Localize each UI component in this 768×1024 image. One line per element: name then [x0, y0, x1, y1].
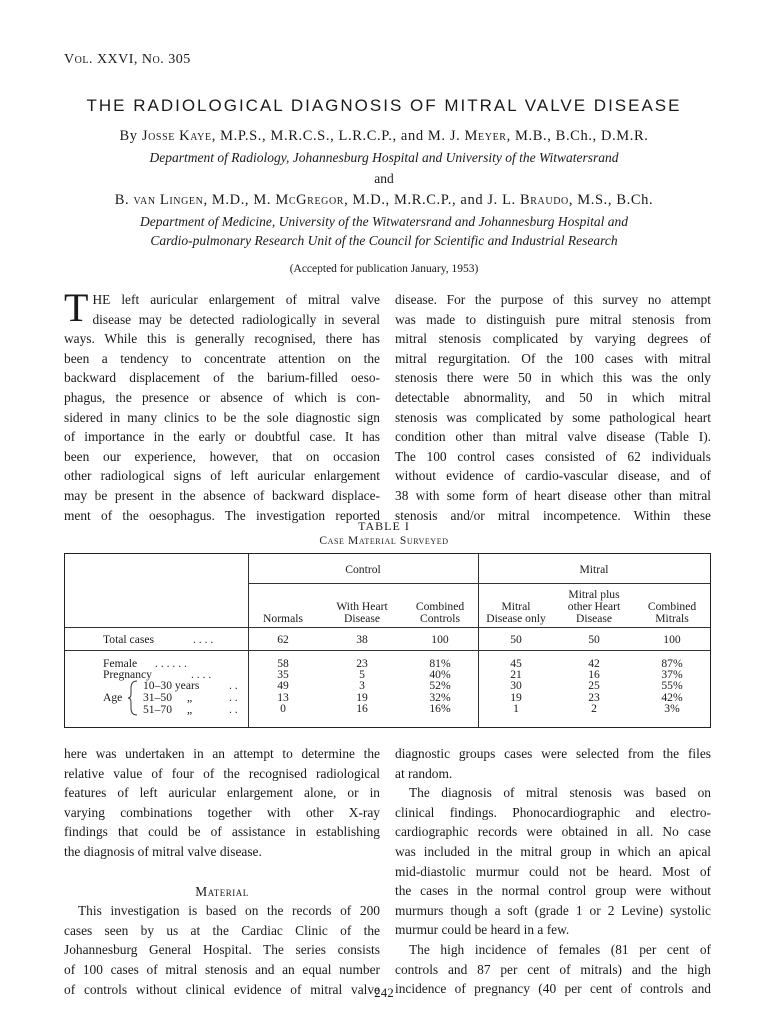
group-mitral: Mitral: [579, 563, 609, 576]
text-line: here was undertaken in an attempt to determine the: [64, 746, 380, 761]
total-cell: 50: [588, 633, 600, 646]
text-line: diagnostic groups cases were selected from the files: [395, 746, 711, 761]
author-line-1: [0, 128, 768, 145]
row-female-dots: . . . . . .: [155, 657, 187, 670]
text-line: murmurs though a soft (grade 1 or 2 Levine) systolic: [395, 902, 711, 918]
text-line: controls and 87 per cent of mitrals) and the high: [395, 961, 711, 977]
table-subtitle: Case Material Surveyed: [319, 535, 449, 547]
author-degrees-2: , M.B., B.Ch., D.M.R.: [506, 128, 649, 144]
author-meyer: Meyer: [464, 128, 507, 144]
total-cell: 50: [510, 633, 522, 646]
affiliation-radiology: Department of Radiology, Johannesburg Hospital and University of the Witwatersrand: [149, 150, 619, 165]
text-line: The high incidence of females (81 per cent of: [409, 941, 711, 957]
text-line: at random.: [395, 765, 453, 781]
body-right-top: [395, 290, 711, 525]
text-line: This investigation is based on the records of 200: [78, 903, 380, 919]
total-cell: 38: [356, 633, 368, 646]
text-line: features of left auricular enlargement alone, or in: [64, 785, 380, 801]
text-line: cardiographic records were obtained in all. No case: [395, 824, 711, 840]
text-line: stenosis was complicated by some pathological heart: [395, 409, 711, 425]
row-age-1030-dots: . .: [229, 679, 238, 692]
age-brace: [127, 680, 139, 716]
page-number: 242: [374, 985, 394, 1000]
author-and: and: [374, 171, 394, 186]
col-normals-header: Normals: [263, 612, 303, 625]
text-line: was made to distinguish pure mitral stenosis from: [395, 311, 711, 327]
text-line: of 100 cases of mitral stenosis and an equal number: [64, 961, 380, 977]
text-line: of controls without clinical evidence of mitral valve: [64, 981, 380, 997]
drop-cap: T: [64, 285, 89, 330]
text-line: stenosis there were 50 in which this was the only: [395, 370, 711, 386]
text-line: The 100 control cases consisted of 62 individuals: [395, 448, 711, 464]
text-line: been a tendency to concentrate attention on the: [64, 350, 380, 366]
data-column-mitral-only: 45 21 30 19 1: [510, 657, 522, 715]
author-line-2: [0, 192, 768, 209]
text-line: HE left auricular enlargement of mitral valve: [92, 292, 380, 307]
text-line: mitral regurgitation. Of the 100 cases with mitral: [395, 350, 711, 366]
col-heart-disease-header: With Heart Disease: [336, 600, 388, 625]
text-line: findings that could be of assistance in establishing: [64, 824, 380, 840]
journal-volume: Vol. XXVI, No. 305: [64, 52, 191, 67]
text-line: stenosis and/or mitral incompetence. Within these: [395, 507, 711, 523]
text-line: murmur could be heard in a few.: [395, 922, 570, 938]
col-combined-controls-header: Combined Controls: [415, 600, 465, 625]
text-line: Johannesburg General Hospital. The series consists: [64, 942, 380, 958]
text-line: ment of the oesophagus. The investigation reported: [64, 507, 380, 523]
text-line: without evidence of cardio-vascular disease, and of: [395, 468, 711, 484]
row-age-5170-dots: . .: [229, 703, 238, 716]
data-column-mitral-plus: 42 16 25 23 2: [588, 657, 600, 715]
row-age-1030-label: 10–30 years: [143, 679, 200, 692]
text-line: the cases in the normal control group were without: [395, 883, 711, 899]
text-line: cases seen by us at the Cardiac Clinic of the: [64, 922, 380, 938]
table-title: TABLE I: [358, 519, 410, 533]
text-line: may be present in the absence of backward displace-: [64, 487, 380, 503]
row-total-label: Total cases: [103, 633, 155, 646]
text-line: disease. For the purpose of this survey no attempt: [395, 292, 711, 307]
affiliation-medicine-2: Cardio-pulmonary Research Unit of the Council for Scientific and Industrial Research: [150, 233, 618, 248]
text-line: the diagnosis of mitral valve disease.: [64, 843, 262, 859]
text-line: detectable abnormality, and 50 in which mitral: [395, 389, 711, 405]
body-right-bottom: [395, 744, 711, 999]
text-line: other radiological signs of left auricular enlargement: [64, 468, 380, 484]
material-heading: Material: [195, 883, 249, 899]
data-column-normals: 58 35 49 13 0: [277, 657, 289, 715]
text-line: mid-diastolic murmur could not be heard. Most of: [395, 863, 711, 879]
row-total-dots: . . . .: [193, 633, 214, 646]
text-line: disease may be detected radiologically in several: [92, 311, 380, 327]
row-female-label: Female: [103, 657, 138, 670]
text-line: condition other than mitral valve disease (Table I).: [395, 429, 711, 445]
body-left-top: [64, 285, 380, 525]
row-age-5170-label: 51–70: [143, 703, 172, 716]
case-material-table: [64, 553, 711, 728]
row-pregnancy-label: Pregnancy: [103, 668, 152, 681]
row-pregnancy-dots: . . . .: [191, 668, 212, 681]
data-column-combined-mitrals: 87% 37% 55% 42% 3%: [661, 657, 683, 715]
author-degrees-1: , M.P.S., M.R.C.S., L.R.C.P., and M. J.: [211, 128, 461, 144]
accepted-note: (Accepted for publication January, 1953): [289, 263, 479, 275]
data-column-combined-controls: 81% 40% 52% 32% 16%: [429, 657, 451, 715]
text-line: mitral stenosis complicated by varying degrees of: [395, 331, 711, 347]
group-control: Control: [345, 563, 381, 576]
row-age-3150-ditto: „: [187, 691, 193, 704]
row-age-5170-ditto: „: [187, 703, 193, 716]
col-mitral-plus-header: Mitral plus other Heart Disease: [567, 588, 621, 625]
total-cell: 100: [431, 633, 449, 646]
text-line: was included in the mitral group in which an apical: [395, 843, 711, 859]
row-age-3150-label: 31–50: [143, 691, 172, 704]
data-column-heart-disease: 23 5 3 19 16: [356, 657, 368, 715]
text-line: of importance in the early or doubtful case. It has: [64, 429, 380, 445]
author-degrees-3: , M.D., M.: [203, 192, 272, 208]
author-mcgregor: McGregor: [275, 192, 345, 208]
author-kaye: Josse Kaye: [141, 128, 212, 144]
text-line: backward displacement of the barium-filled oeso-: [64, 370, 380, 386]
text-line: ways. While this is generally recognised, there has: [64, 331, 380, 347]
author-by: By: [119, 128, 138, 144]
affiliation-medicine-1: Department of Medicine, University of the Witwatersrand and Johannesburg Hospital and: [139, 214, 629, 229]
text-line: varying combinations together with other X-ray: [64, 804, 380, 820]
row-age-label: Age: [103, 691, 123, 704]
author-degrees-5: , M.S., B.Ch.: [568, 192, 654, 208]
text-line: been our experience, however, that on occasion: [64, 448, 380, 464]
article-title: THE RADIOLOGICAL DIAGNOSIS OF MITRAL VALVE DISEASE: [86, 96, 682, 115]
text-line: clinical findings. Phonocardiographic and electro-: [395, 804, 711, 820]
text-line: relative value of four of the recognised radiological: [64, 765, 380, 781]
text-line: phagus, the presence or absence of which is con-: [64, 389, 380, 405]
total-cell: 62: [277, 633, 289, 646]
body-left-bottom: [64, 744, 380, 999]
author-van-lingen: B. van Lingen: [114, 192, 204, 208]
text-line: The diagnosis of mitral stenosis was based on: [409, 785, 711, 801]
author-degrees-4: , M.D., M.R.C.P., and J. L.: [344, 192, 516, 208]
author-braudo: Braudo: [520, 192, 569, 208]
total-cell: 100: [663, 633, 681, 646]
col-combined-mitrals-header: Combined Mitrals: [647, 600, 697, 625]
row-age-3150-dots: . .: [229, 691, 238, 704]
col-mitral-only-header: Mitral Disease only: [486, 600, 546, 625]
text-line: incidence of pregnancy (40 per cent of controls and: [395, 981, 711, 997]
text-line: 38 with some form of heart disease other than mitral: [395, 487, 711, 503]
text-line: sidered in many clinics to be the sole diagnostic sign: [64, 409, 380, 425]
